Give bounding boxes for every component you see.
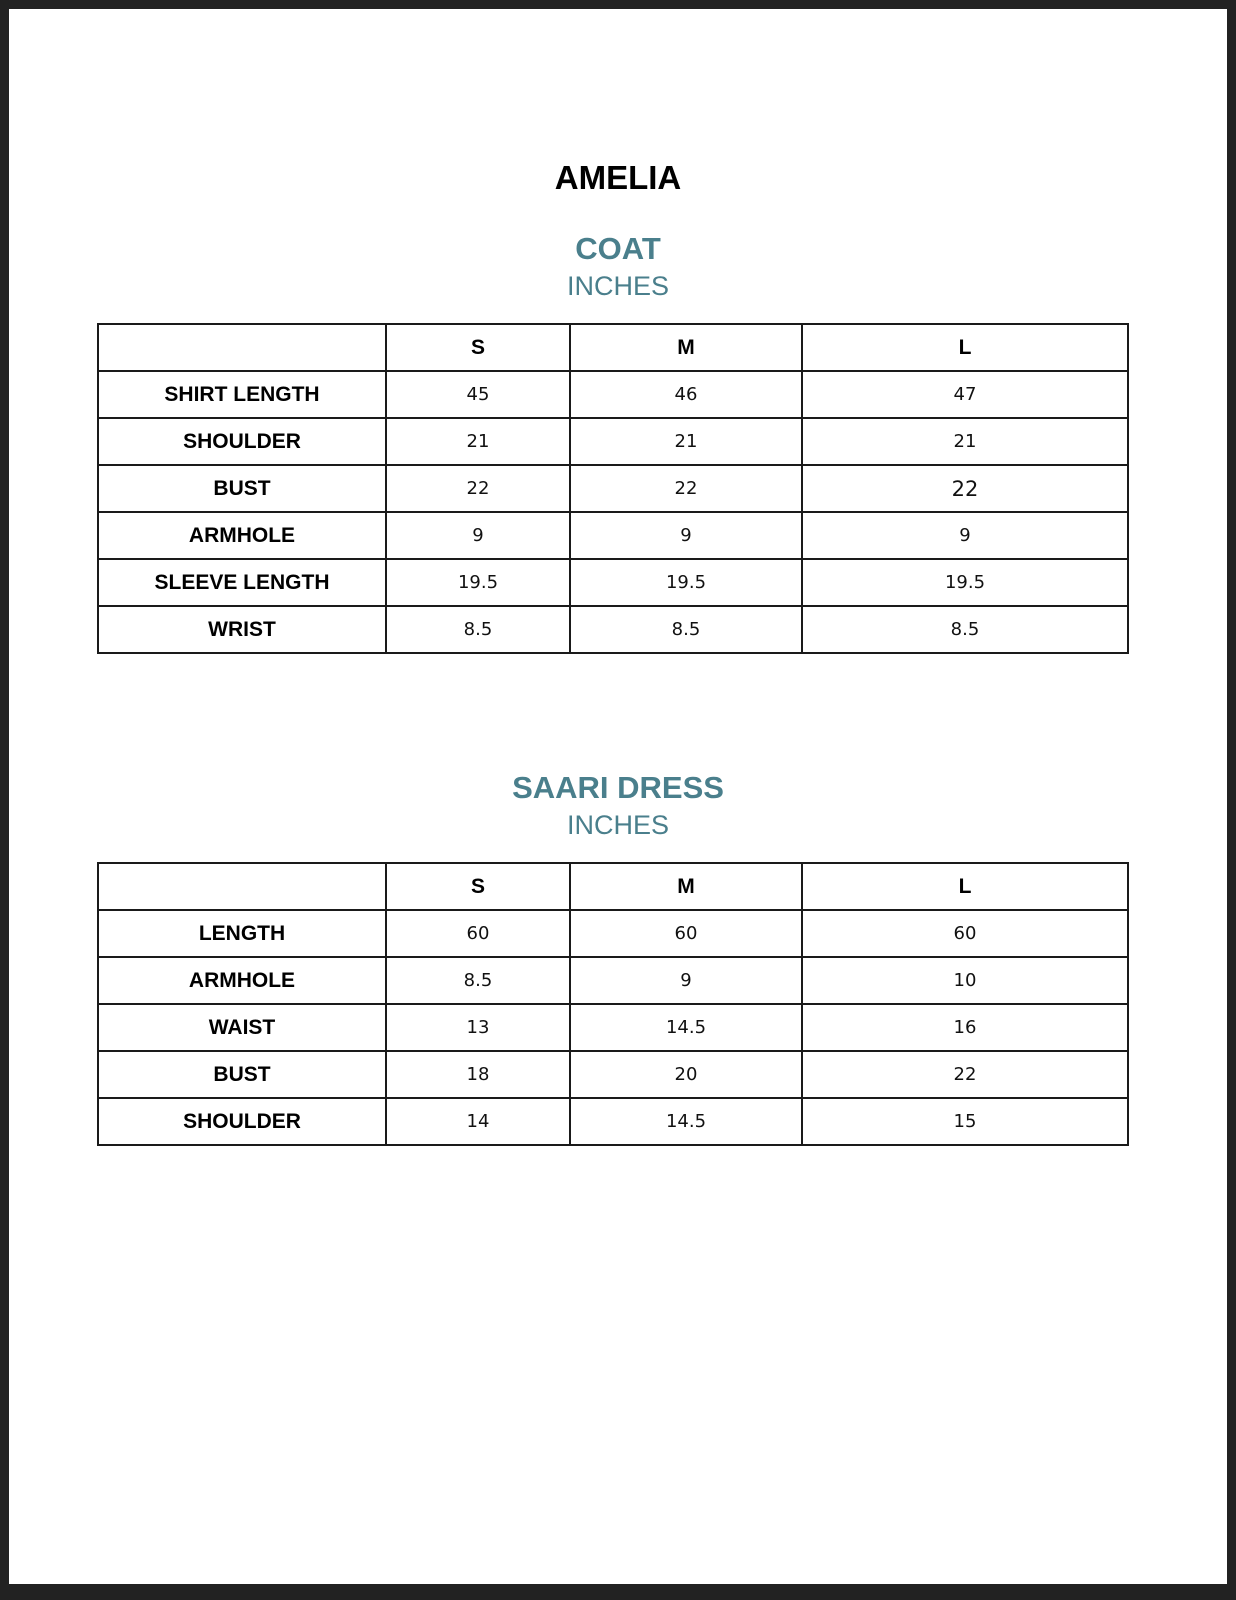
table-row xyxy=(98,465,1128,512)
cell-value-s: 14 xyxy=(386,1098,570,1145)
cell-value-m: 9 xyxy=(570,957,802,1004)
cell-value-s: 45 xyxy=(386,371,570,418)
row-label: ARMHOLE xyxy=(98,957,386,1004)
row-label: WAIST xyxy=(98,1004,386,1051)
header-cell-s: S xyxy=(386,863,570,910)
cell-value-l: 15 xyxy=(802,1098,1128,1145)
section-title-coat: COAT xyxy=(575,231,661,266)
table-row xyxy=(98,1004,1128,1051)
table-row xyxy=(98,1051,1128,1098)
row-label: BUST xyxy=(98,465,386,512)
table-header-row xyxy=(98,863,1128,910)
section-unit-coat: INCHES xyxy=(566,271,669,301)
table-row xyxy=(98,512,1128,559)
cell-value-m: 9 xyxy=(570,512,802,559)
document-page xyxy=(9,9,1227,1584)
table-row xyxy=(98,957,1128,1004)
table-row xyxy=(98,418,1128,465)
cell-value-s: 19.5 xyxy=(386,559,570,606)
cell-value-l: 21 xyxy=(802,418,1128,465)
cell-value-l: 19.5 xyxy=(802,559,1128,606)
section-unit-saari-dress: INCHES xyxy=(566,810,669,840)
header-cell-l: L xyxy=(802,863,1128,910)
cell-value-l: 9 xyxy=(802,512,1128,559)
cell-value-m: 22 xyxy=(570,465,802,512)
row-label: SHIRT LENGTH xyxy=(98,371,386,418)
size-chart-saari-dress xyxy=(97,862,1129,1146)
table-header-row xyxy=(98,324,1128,371)
row-label: SHOULDER xyxy=(98,418,386,465)
table-row xyxy=(98,1098,1128,1145)
cell-value-l: 47 xyxy=(802,371,1128,418)
header-cell-l: L xyxy=(802,324,1128,371)
cell-value-s: 60 xyxy=(386,910,570,957)
cell-value-l: 10 xyxy=(802,957,1128,1004)
row-label: BUST xyxy=(98,1051,386,1098)
document-title: AMELIA xyxy=(554,159,682,196)
cell-value-s: 22 xyxy=(386,465,570,512)
cell-value-s: 8.5 xyxy=(386,606,570,653)
cell-value-s: 13 xyxy=(386,1004,570,1051)
table-row xyxy=(98,606,1128,653)
size-chart-coat xyxy=(97,323,1129,654)
header-cell-empty xyxy=(98,324,386,371)
row-label: SHOULDER xyxy=(98,1098,386,1145)
cell-value-s: 9 xyxy=(386,512,570,559)
cell-value-s: 18 xyxy=(386,1051,570,1098)
cell-value-l: 22 xyxy=(802,465,1128,512)
cell-value-m: 14.5 xyxy=(570,1098,802,1145)
cell-value-l: 8.5 xyxy=(802,606,1128,653)
cell-value-s: 8.5 xyxy=(386,957,570,1004)
row-label: ARMHOLE xyxy=(98,512,386,559)
cell-value-l: 60 xyxy=(802,910,1128,957)
cell-value-m: 60 xyxy=(570,910,802,957)
cell-value-m: 21 xyxy=(570,418,802,465)
header-cell-s: S xyxy=(386,324,570,371)
header-cell-m: M xyxy=(570,324,802,371)
cell-value-s: 21 xyxy=(386,418,570,465)
cell-value-l: 22 xyxy=(802,1051,1128,1098)
header-cell-m: M xyxy=(570,863,802,910)
cell-value-m: 8.5 xyxy=(570,606,802,653)
cell-value-m: 19.5 xyxy=(570,559,802,606)
row-label: WRIST xyxy=(98,606,386,653)
table-row xyxy=(98,910,1128,957)
cell-value-m: 14.5 xyxy=(570,1004,802,1051)
table-row xyxy=(98,559,1128,606)
cell-value-m: 20 xyxy=(570,1051,802,1098)
row-label: SLEEVE LENGTH xyxy=(98,559,386,606)
header-cell-empty xyxy=(98,863,386,910)
cell-value-l: 16 xyxy=(802,1004,1128,1051)
cell-value-m: 46 xyxy=(570,371,802,418)
section-title-saari-dress: SAARI DRESS xyxy=(512,770,724,805)
table-row xyxy=(98,371,1128,418)
row-label: LENGTH xyxy=(98,910,386,957)
